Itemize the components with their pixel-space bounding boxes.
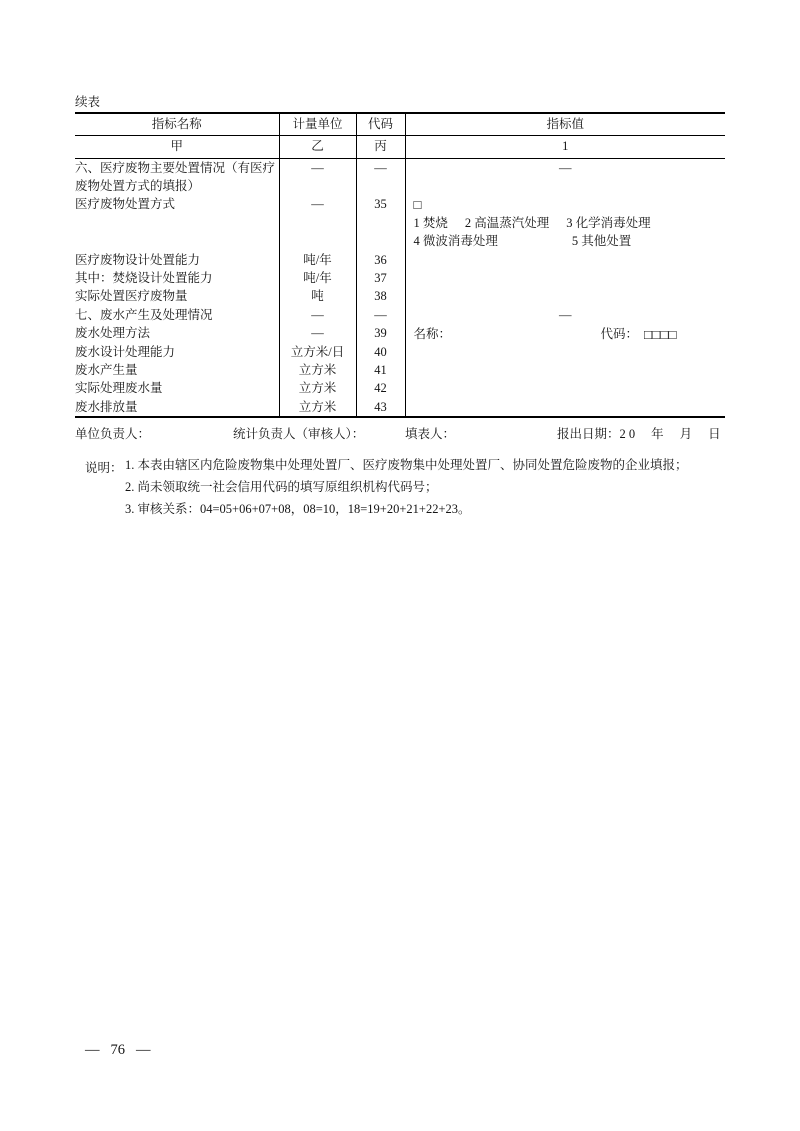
report-date-year: 年 xyxy=(651,427,664,441)
value-cell xyxy=(405,398,725,417)
table-row xyxy=(75,288,725,306)
value-cell xyxy=(405,214,725,232)
indicator-name-cell: 六、医疗废物主要处置情况（有医疗 xyxy=(75,159,279,178)
value-cell xyxy=(405,177,725,195)
indicators-table xyxy=(75,112,725,418)
indicator-name-cell: 其中：焚烧设计处置能力 xyxy=(75,269,279,287)
indicator-name-cell: 实际处理废水量 xyxy=(75,380,279,398)
page-number-block xyxy=(85,1042,151,1059)
table-row xyxy=(75,159,725,178)
unit-cell: 立方米/日 xyxy=(279,343,356,361)
unit-cell: 立方米 xyxy=(279,398,356,417)
value-cell xyxy=(405,380,725,398)
code-boxes-icon: □□□□ xyxy=(644,326,677,342)
subheader-yi: 乙 xyxy=(279,136,356,159)
value-cell xyxy=(405,288,725,306)
option-item: 2 高温蒸汽处理 xyxy=(464,215,550,230)
report-date-label: 报出日期：2 0 xyxy=(557,427,636,441)
unit-cell: 吨 xyxy=(279,288,356,306)
value-cell: — xyxy=(559,307,572,322)
option-group xyxy=(406,235,726,248)
indicator-name-cell: 废物处置方式的填报） xyxy=(75,177,279,195)
code-cell xyxy=(356,214,405,232)
indicator-name-cell xyxy=(75,214,279,232)
unit-cell: 吨/年 xyxy=(279,251,356,269)
code-cell: — xyxy=(356,306,405,324)
col-header-unit: 计量单位 xyxy=(279,113,356,136)
option-item: 4 微波消毒处理 xyxy=(413,234,498,249)
table-row xyxy=(75,269,725,287)
value-cell xyxy=(405,233,725,251)
value-cell xyxy=(405,361,725,379)
option-item: 3 化学消毒处理 xyxy=(566,215,651,230)
code-cell: 42 xyxy=(356,380,405,398)
value-cell xyxy=(405,251,725,269)
table-subheader-row xyxy=(75,136,725,159)
value-cell xyxy=(405,325,725,343)
report-date xyxy=(557,424,721,442)
page-number-dash-left: — xyxy=(85,1042,100,1058)
signature-line xyxy=(0,424,800,440)
page-number-dash-right: — xyxy=(136,1042,151,1058)
col-header-value: 指标值 xyxy=(405,113,725,136)
unit-cell xyxy=(279,233,356,251)
code-cell: 39 xyxy=(356,325,405,343)
note-line: 2. 尚未领取统一社会信用代码的填写原组织机构代码号； xyxy=(125,480,438,494)
value-cell: — xyxy=(559,160,572,175)
code-cell: 43 xyxy=(356,398,405,417)
unit-cell: 立方米 xyxy=(279,380,356,398)
table-row xyxy=(75,343,725,361)
page-number: 76 xyxy=(110,1042,125,1058)
checkbox-icon: □ xyxy=(413,196,422,212)
form-filler-label: 填表人： xyxy=(405,427,456,441)
unit-cell: — xyxy=(279,196,356,214)
table-row xyxy=(75,325,725,343)
unit-cell: 立方米 xyxy=(279,361,356,379)
unit-cell: — xyxy=(279,325,356,343)
indicator-name-cell: 医疗废物设计处置能力 xyxy=(75,251,279,269)
report-date-day: 日 xyxy=(708,427,721,441)
code-cell: 35 xyxy=(356,196,405,214)
note-line: 3. 审核关系：04=05+06+07+08，08=10，18=19+20+21+22+23。 xyxy=(125,502,471,516)
col-header-indicator-name: 指标名称 xyxy=(75,113,279,136)
indicator-name-cell: 废水设计处理能力 xyxy=(75,343,279,361)
subheader-bing: 丙 xyxy=(356,136,405,159)
table-row xyxy=(75,380,725,398)
col-header-code: 代码 xyxy=(356,113,405,136)
value-cell xyxy=(405,269,725,287)
value-cell xyxy=(405,343,725,361)
note-line: 1. 本表由辖区内危险废物集中处理处置厂、医疗废物集中处理处置厂、协同处置危险废物的企业填报； xyxy=(125,458,688,472)
table-row xyxy=(75,177,725,195)
subheader-one: 1 xyxy=(405,136,725,159)
notes-label: 说明： xyxy=(85,461,123,475)
note-lines xyxy=(125,458,688,524)
table-row xyxy=(75,361,725,379)
report-date-month: 月 xyxy=(679,427,693,441)
code-label: 代码： xyxy=(600,326,639,341)
indicator-name-cell: 废水处理方法 xyxy=(75,325,279,343)
code-cell: 37 xyxy=(356,269,405,287)
table-body xyxy=(75,159,725,418)
table-row xyxy=(75,196,725,214)
indicator-name-cell xyxy=(75,233,279,251)
unit-cell xyxy=(279,214,356,232)
code-cell: — xyxy=(356,159,405,178)
option-group xyxy=(406,217,726,230)
code-cell: 38 xyxy=(356,288,405,306)
name-label: 名称： xyxy=(413,326,452,341)
code-cell: 36 xyxy=(356,251,405,269)
indicator-name-cell: 废水产生量 xyxy=(75,361,279,379)
table-row xyxy=(75,251,725,269)
indicator-name-cell: 医疗废物处置方式 xyxy=(75,196,279,214)
code-cell xyxy=(356,233,405,251)
unit-cell xyxy=(279,177,356,195)
indicator-name-cell: 七、废水产生及处理情况 xyxy=(75,306,279,324)
stats-head-label: 统计负责人（审核人）： xyxy=(233,427,365,441)
unit-cell: — xyxy=(279,306,356,324)
indicator-name-cell: 实际处置医疗废物量 xyxy=(75,288,279,306)
code-cell xyxy=(356,177,405,195)
unit-cell: 吨/年 xyxy=(279,269,356,287)
unit-head-label: 单位负责人： xyxy=(75,427,151,441)
code-entry xyxy=(601,328,677,342)
option-item: 5 其他处置 xyxy=(571,234,632,249)
continued-table-label: 续表 xyxy=(75,95,101,109)
table-header-row xyxy=(75,113,725,136)
subheader-jia: 甲 xyxy=(75,136,279,159)
table-row xyxy=(75,306,725,324)
table-row xyxy=(75,214,725,232)
option-item: 1 焚烧 xyxy=(413,215,448,230)
unit-cell: — xyxy=(279,159,356,178)
value-cell xyxy=(405,196,725,214)
table-row xyxy=(75,233,725,251)
code-cell: 40 xyxy=(356,343,405,361)
code-cell: 41 xyxy=(356,361,405,379)
table-row xyxy=(75,398,725,417)
indicator-name-cell: 废水排放量 xyxy=(75,398,279,417)
